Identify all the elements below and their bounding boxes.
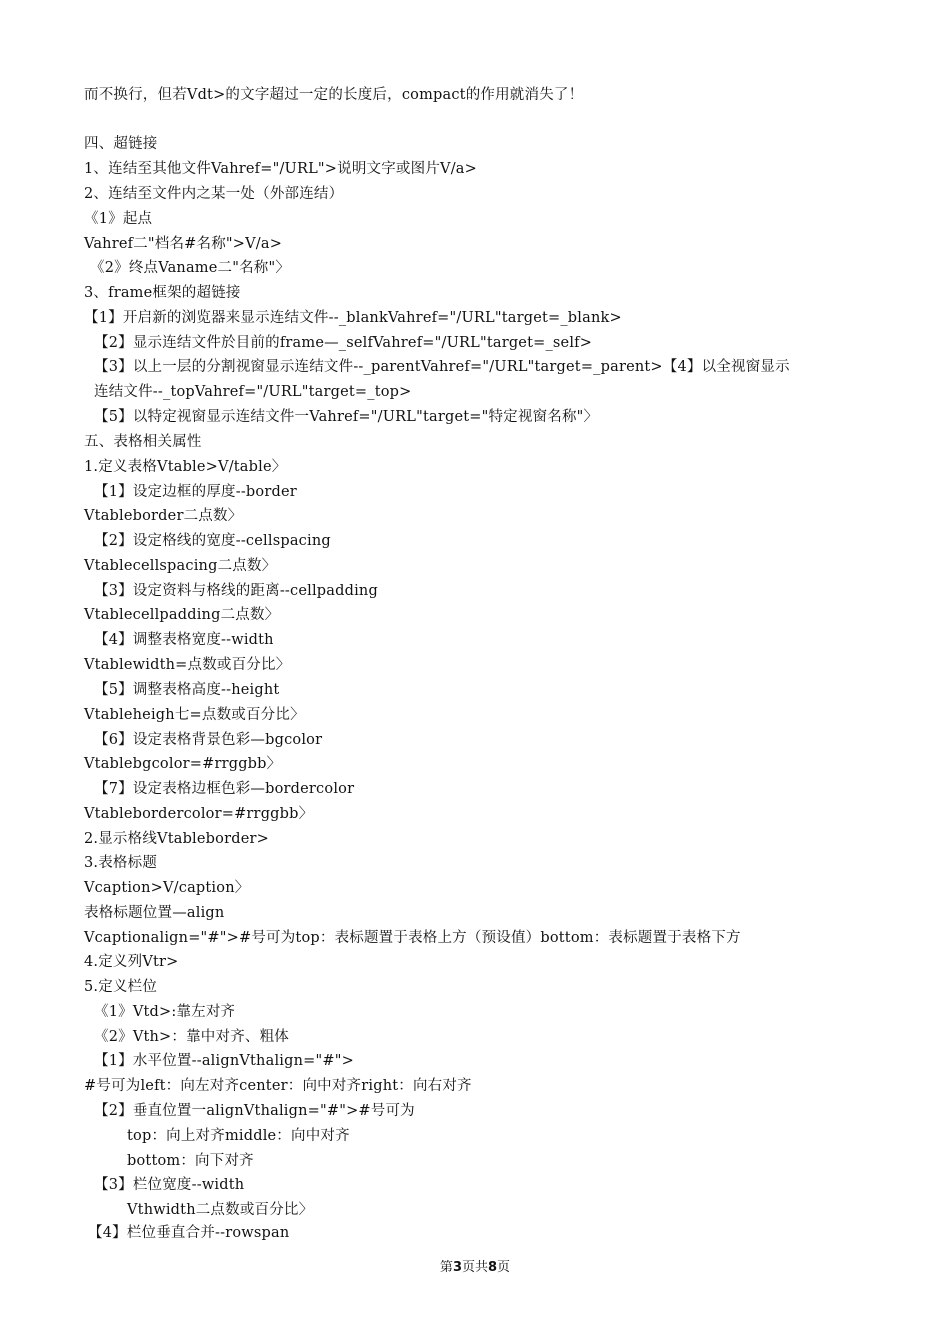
text-line: #号可为left：向左对齐center：向中对齐right：向右对齐	[84, 1078, 472, 1094]
text-line: 3、frame框架的超链接	[84, 285, 241, 301]
text-line: Vtableheigh七=点数或百分比〉	[84, 707, 305, 723]
text-line: 1.定义表格Vtable>V/table〉	[84, 459, 287, 475]
text-line: 【1】开启新的浏览器来显示连结文件--_blankVahref="/URL"target=_blank>	[84, 310, 622, 326]
text-line: Vtablebordercolor=#rrggbb〉	[84, 806, 314, 822]
text-line: 《1》起点	[84, 211, 153, 227]
footer-prefix: 第	[439, 1260, 453, 1275]
section-heading: 五、表格相关属性	[84, 434, 202, 450]
text-line: 4.定义列Vtr>	[84, 954, 179, 970]
text-line: 2.显示格线Vtableborder>	[84, 831, 269, 847]
section-heading: 四、超链接	[84, 136, 158, 152]
text-line: Vcaption>V/caption〉	[84, 880, 250, 896]
footer-suffix: 页	[497, 1260, 511, 1275]
text-line: 【5】调整表格高度--height	[94, 682, 280, 698]
text-line: 1、连结至其他文件Vahref="/URL">说明文字或图片V/a>	[84, 161, 477, 177]
text-line: 【3】栏位宽度--width	[94, 1177, 245, 1193]
text-line: Vthwidth二点数或百分比〉	[127, 1202, 314, 1218]
text-line: 【2】显示连结文件於目前的frame—_selfVahref="/URL"target=_self>	[94, 335, 593, 351]
text-line: 《1》Vtd>:靠左对齐	[94, 1004, 236, 1020]
text-line: 【2】垂直位置一alignVthalign="#">#号可为	[94, 1103, 415, 1119]
text-line: top：向上对齐middle：向中对齐	[127, 1128, 350, 1144]
text-line: 【1】设定边框的厚度--border	[94, 484, 297, 500]
text-line: Vtablebgcolor=#rrggbb〉	[84, 756, 282, 772]
text-line: 【5】以特定视窗显示连结文件一Vahref="/URL"target="特定视窗名称"〉	[94, 409, 599, 425]
text-line: bottom：向下对齐	[127, 1153, 254, 1169]
text-line: Vtablewidth=点数或百分比〉	[84, 657, 291, 673]
text-line: 【4】栏位垂直合并--rowspan	[88, 1225, 290, 1241]
text-line: 2、连结至文件内之某一处（外部连结）	[84, 186, 344, 202]
text-line: 【1】水平位置--alignVthalign="#">	[94, 1053, 354, 1069]
footer-middle: 页共	[461, 1260, 488, 1275]
text-line: 而不换行，但若Vdt>的文字超过一定的长度后，compact的作用就消失了！	[84, 87, 584, 103]
total-page-number: 8	[488, 1260, 498, 1275]
text-line: 【7】设定表格边框色彩—bordercolor	[94, 781, 355, 797]
text-line: 《2》终点Vaname二"名称"〉	[90, 260, 291, 276]
text-line: Vtableborder二点数〉	[84, 508, 243, 524]
text-line: 表格标题位置—align	[84, 905, 225, 921]
text-line: Vcaptionalign="#">#号可为top：表标题置于表格上方（预设值）bottom：表标题置于表格下方	[84, 930, 741, 946]
text-line: 连结文件--_topVahref="/URL"target=_top>	[94, 384, 412, 400]
text-line: Vahref二"档名#名称">V/a>	[84, 236, 283, 252]
text-line: 【6】设定表格背景色彩—bgcolor	[94, 732, 323, 748]
text-line: 【3】以上一层的分割视窗显示连结文件--_parentVahref="/URL"target=_parent>【4】以全视窗显示	[94, 359, 790, 375]
text-line: 3.表格标题	[84, 855, 158, 871]
text-line: 5.定义栏位	[84, 979, 158, 995]
text-line: 【4】调整表格宽度--width	[94, 632, 274, 648]
current-page-number: 3	[452, 1260, 462, 1275]
page-footer	[0, 1259, 950, 1277]
text-line: Vtablecellpadding二点数〉	[84, 607, 280, 623]
text-line: Vtablecellspacing二点数〉	[84, 558, 277, 574]
text-line: 《2》Vth>：靠中对齐、粗体	[94, 1029, 290, 1045]
text-line: 【2】设定格线的宽度--cellspacing	[94, 533, 331, 549]
text-line: 【3】设定资料与格线的距离--cellpadding	[94, 583, 378, 599]
